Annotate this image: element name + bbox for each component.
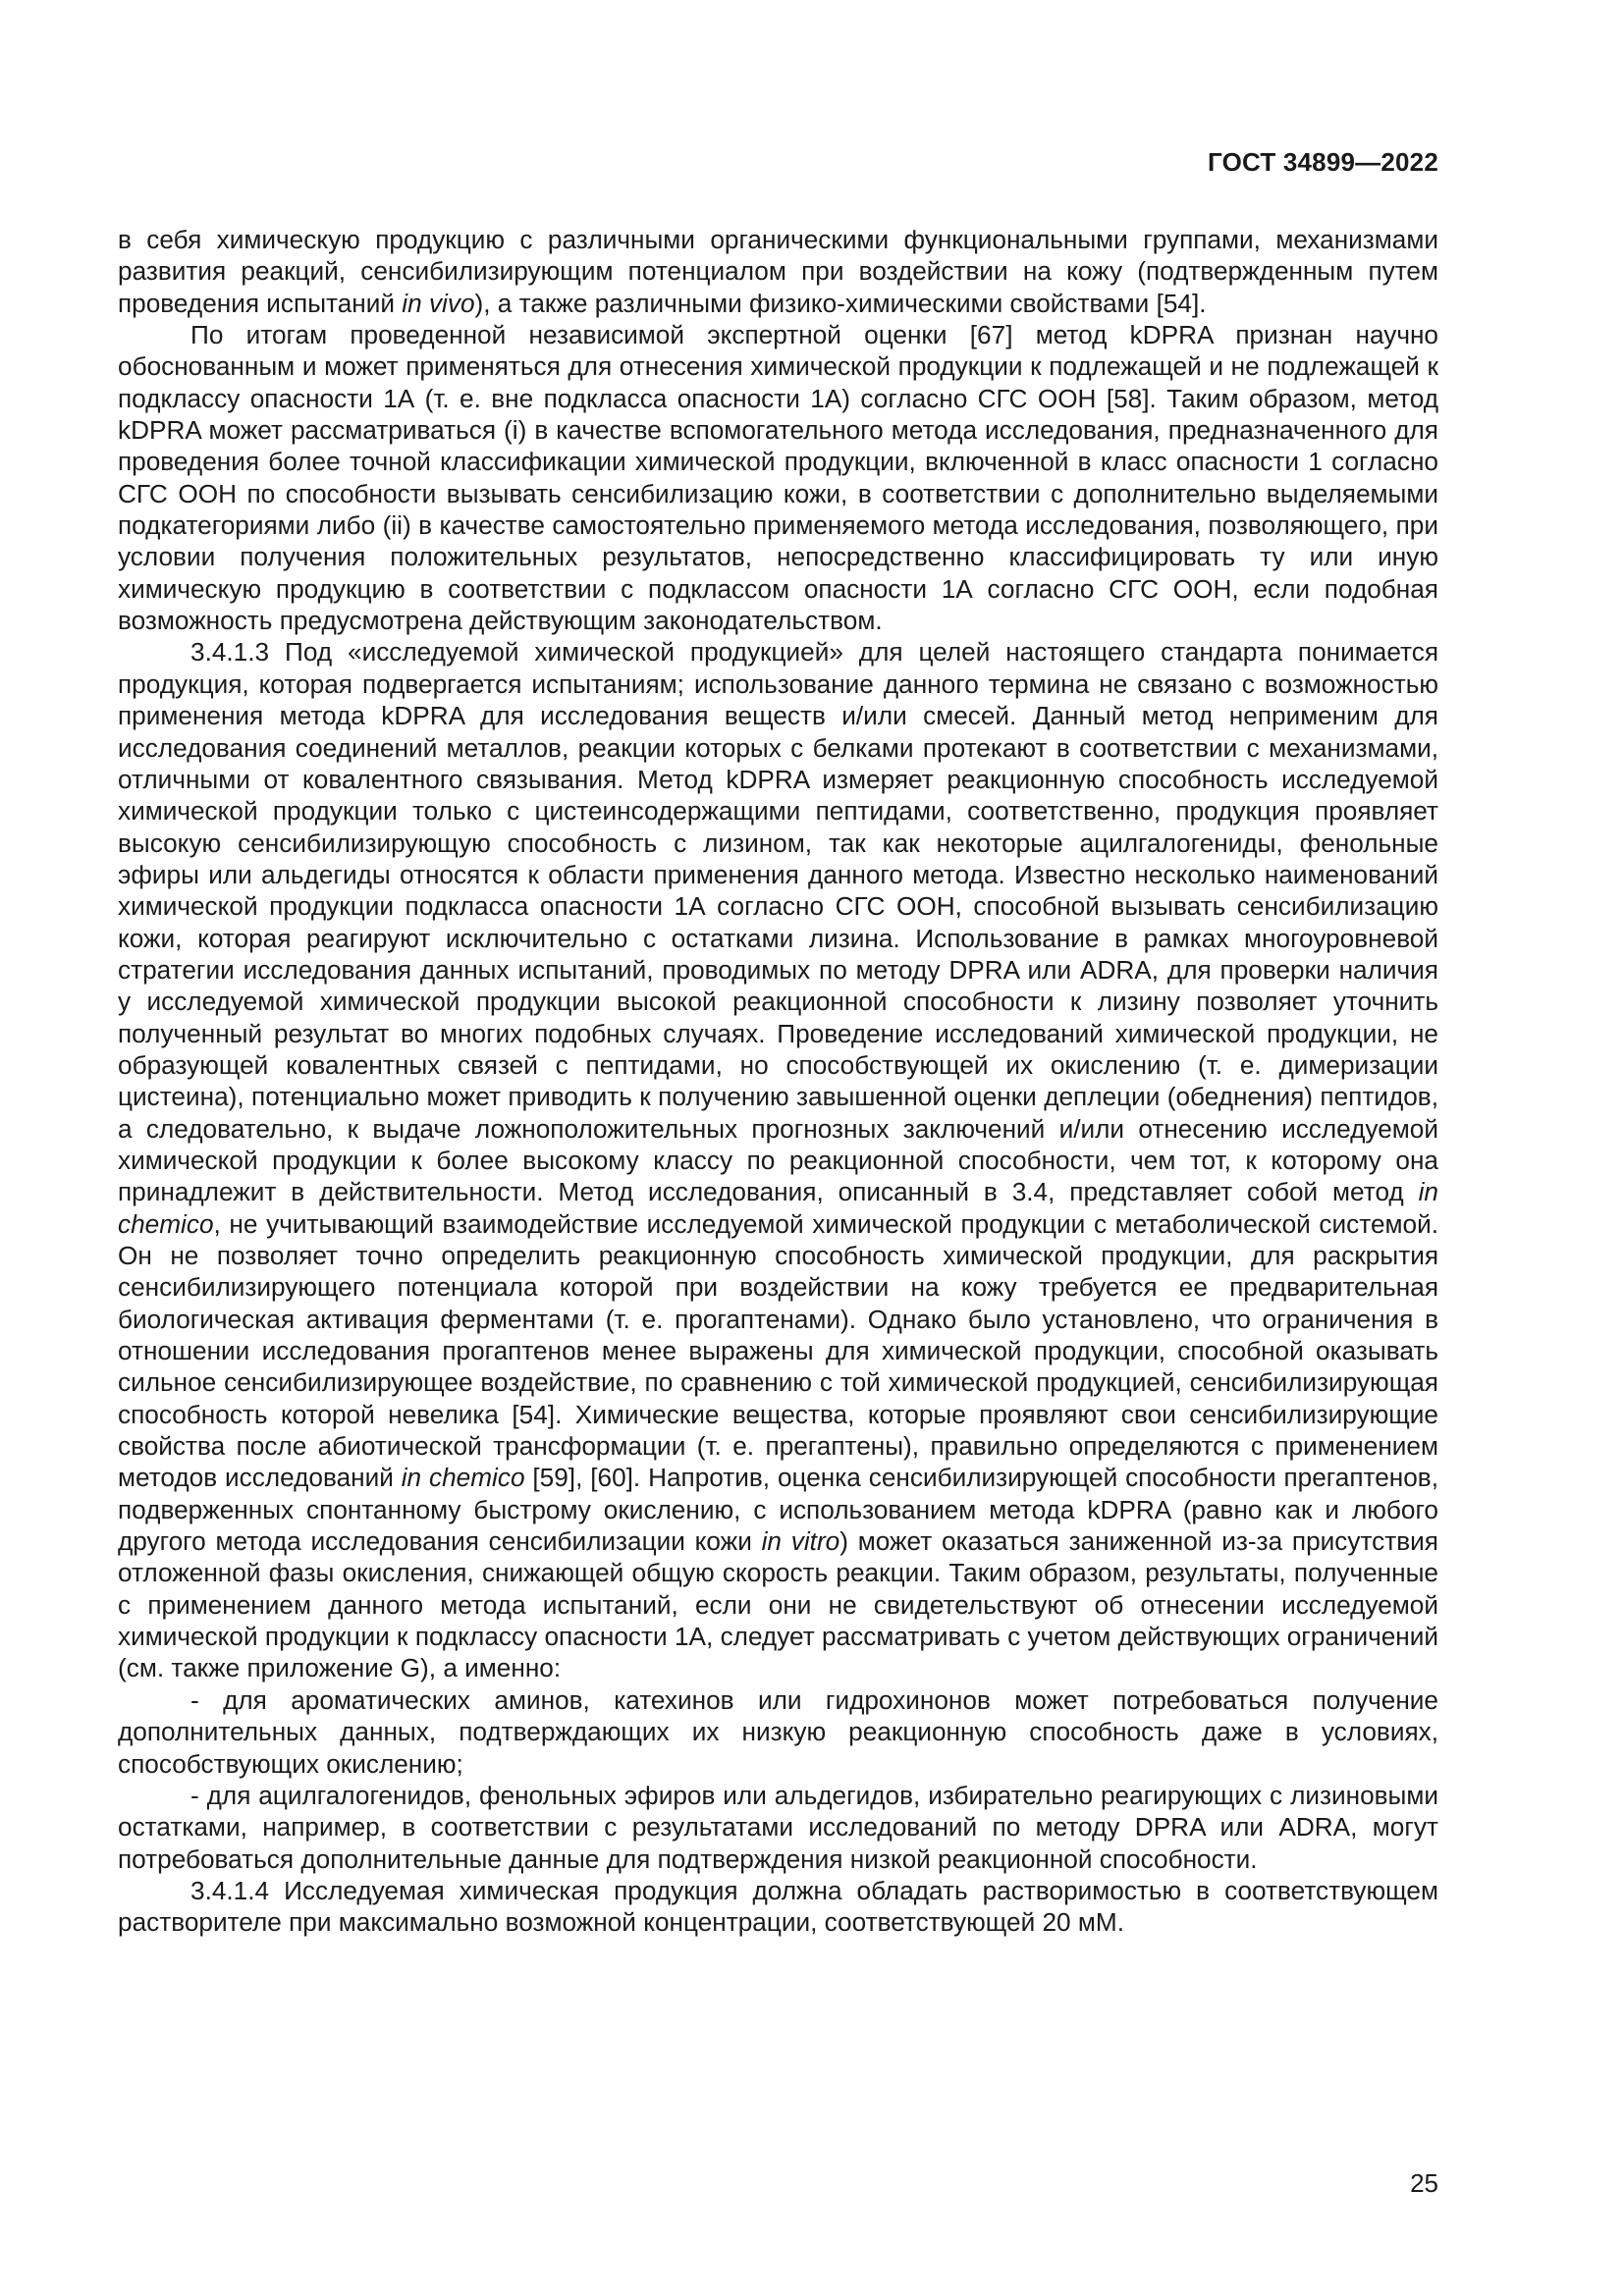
text-run: - для ацилгалогенидов, фенольных эфиров или альдегидов, избирательно реагирующих с лизиновыми остатками, например, в соответствии с результатами исследований по методу DPRA или ADRA, могут потребоваться дополнительные данные для подтверждения низкой реакционной способности.	[118, 1780, 1438, 1874]
text-run: ) может оказаться заниженной из-за присутствия отложенной фазы окисления, снижающей общую скорость реакции. Таким образом, результаты, полученные с применением данного метода испытаний, если они не свидетельствуют об отнесении исследуемой химической продукции к подклассу опасности 1А, следует рассматривать с учетом действующих ограничений (см. также приложение G), а именно:	[118, 1526, 1438, 1683]
page-number: 25	[1410, 2168, 1438, 2198]
italic-term: in vivo	[402, 288, 475, 318]
italic-term: in chemico	[118, 1177, 1438, 1239]
body-text	[118, 224, 1438, 1939]
page-header-doc-code: ГОСТ 34899—2022	[1208, 147, 1438, 177]
text-run: 3.4.1.3 Под «исследуемой химической продукцией» для целей настоящего стандарта понимается продукция, которая подвергается испытаниям; использование данного термина не связано с возможностью применения метода kDPRA для исследования веществ и/или смесей. Данный метод неприменим для исследования соединений металлов, реакции которых с белками протекают в соответствии с механизмами, отличными от ковалентного связывания. Метод kDPRA измеряет реакционную способность исследуемой химической продукции только с цистеинсодержащими пептидами, соответственно, продукция проявляет высокую сенсибилизирующую способность с лизином, так как некоторые ацилгалогениды, фенольные эфиры или альдегиды относятся к области применения данного метода. Известно несколько наименований химической продукции подкласса опасности 1А согласно СГС ООН, способной вызывать сенсибилизацию кожи, которая реагируют исключительно с остатками лизина. Использование в рамках многоуровневой стратегии исследования данных испытаний, проводимых по методу DPRA или ADRA, для проверки наличия у исследуемой химической продукции высокой реакционной способности к лизину позволяет уточнить полученный результат во многих подобных случаях. Проведение исследований химической продукции, не образующей ковалентных связей с пептидами, но способствующей их окислению (т. е. димеризации цистеина), потенциально может приводить к получению завышенной оценки деплеции (обеднения) пептидов, а следовательно, к выдаче ложноположительных прогнозных заключений и/или отнесению исследуемой химической продукции к более высокому классу по реакционной способности, чем тот, к которому она принадлежит в действительности. Метод исследования, описанный в 3.4, представляет собой метод	[118, 637, 1438, 1207]
text-run: , не учитывающий взаимодействие исследуемой химической продукции с метаболической системой. Он не позволяет точно определить реакционную способность химической продукции, для раскрытия сенсибилизирующего потенциала которой при воздействии на кожу требуется ее предварительная биологическая активация ферментами (т. е. прогаптенами). Однако было установлено, что ограничения в отношении исследования прогаптенов менее выражены для химической продукции, способной оказывать сильное сенсибилизирующее воздействие, по сравнению с той химической продукцией, сенсибилизирующая способность которой невелика [54]. Химические вещества, которые проявляют свои сенсибилизирующие свойства после абиотической трансформации (т. е. прегаптены), правильно определяются с применением методов исследований	[118, 1208, 1438, 1493]
text-run: - для ароматических аминов, катехинов или гидрохинонов может потребоваться получение дополнительных данных, подтверждающих их низкую реакционную способность даже в условиях, способствующих окислению;	[118, 1684, 1438, 1779]
italic-term: in vitro	[761, 1526, 840, 1557]
paragraph	[118, 1875, 1438, 1939]
text-run: По итогам проведенной независимой экспертной оценки [67] метод kDPRA признан научно обоснованным и может применяться для отнесения химической продукции к подлежащей и не подлежащей к подклассу опасности 1А (т. е. вне подкласса опасности 1А) согласно СГС ООН [58]. Таким образом, метод kDPRA может рассматриваться (i) в качестве вспомогательного метода исследования, предназначенного для проведения более точной классификации химической продукции, включенной в класс опасности 1 согласно СГС ООН по способности вызывать сенсибилизацию кожи, в соответствии с дополнительно выделяемыми подкатегориями либо (ii) в качестве самостоятельно применяемого метода исследования, позволяющего, при условии получения положительных результатов, непосредственно классифицировать ту или иную химическую продукцию в соответствии с подклассом опасности 1А согласно СГС ООН, если подобная возможность предусмотрена действующим законодательством.	[118, 320, 1438, 636]
italic-term: in chemico	[401, 1463, 525, 1493]
paragraph	[118, 224, 1438, 319]
paragraph	[118, 1684, 1438, 1780]
text-run: [59], [60]. Напротив, оценка сенсибилизирующей способности прегаптенов, подверженных спонтанному быстрому окислению, с использованием метода kDPRA (равно как и любого другого метода исследования сенсибилизации кожи	[118, 1463, 1438, 1557]
paragraph	[118, 1780, 1438, 1875]
text-run: ), а также различными физико-химическими свойствами [54].	[474, 288, 1207, 318]
paragraph	[118, 319, 1438, 636]
paragraph	[118, 636, 1438, 1683]
text-run: в себя химическую продукцию с различными органическими функциональными группами, механизмами развития реакций, сенсибилизирующим потенциалом при воздействии на кожу (подтвержденным путем проведения испытаний	[118, 225, 1438, 318]
text-run: 3.4.1.4 Исследуемая химическая продукция должна обладать растворимостью в соответствующем растворителе при максимально возможной концентрации, соответствующей 20 мМ.	[118, 1875, 1438, 1938]
